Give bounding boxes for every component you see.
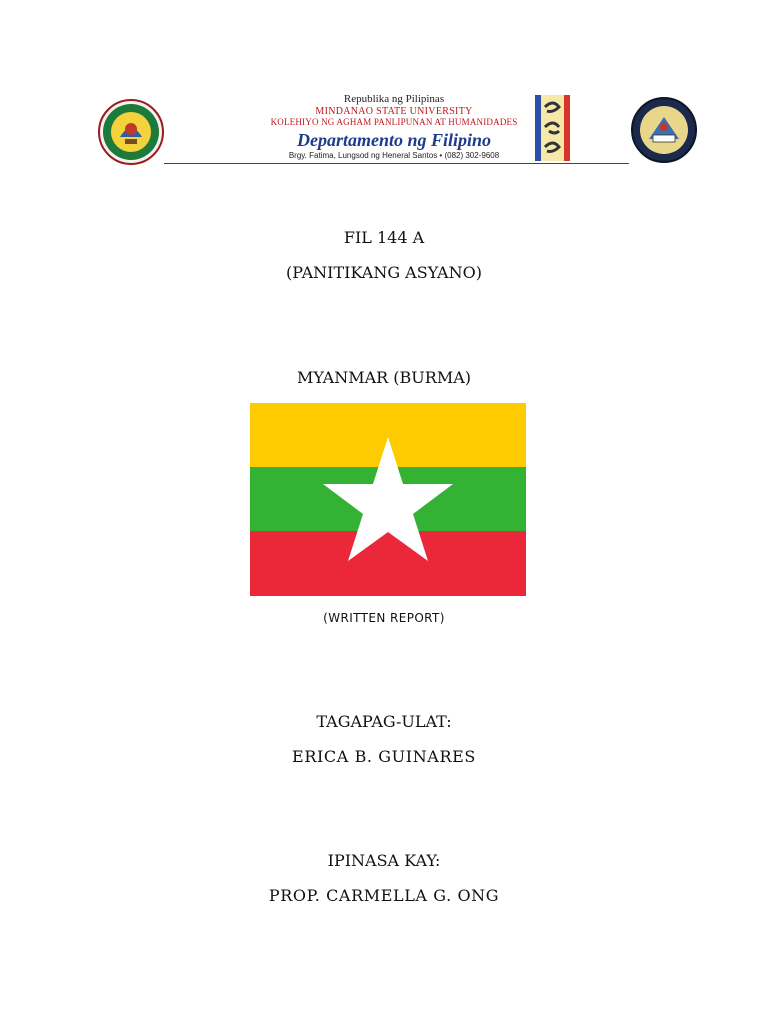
department-line: Departamento ng Filipino: [296, 130, 492, 150]
reporter-name: ERICA B. GUINARES: [292, 747, 476, 766]
report-type: (WRITTEN REPORT): [323, 611, 445, 625]
submitted-to-label: IPINASA KAY:: [327, 851, 441, 870]
myanmar-flag-image: [250, 403, 526, 596]
reporter-label: TAGAPAG-ULAT:: [316, 712, 452, 731]
submitted-to-name: PROP. CARMELLA G. ONG: [268, 886, 500, 905]
college-line: KOLEHIYO NG AGHAM PANLIPUNAN AT HUMANIDADES: [270, 117, 518, 127]
department-seal-logo: [631, 97, 697, 163]
topic-title: MYANMAR (BURMA): [296, 368, 472, 387]
letterhead-text: [268, 93, 520, 161]
address-line: Brgy. Fatima, Lungsod ng Heneral Santos • (082) 302-9608: [288, 151, 500, 160]
msu-seal-logo: [98, 99, 164, 165]
course-title: (PANITIKANG ASYANO): [286, 263, 482, 282]
university-line: MINDANAO STATE UNIVERSITY: [315, 106, 473, 117]
header-divider: [164, 163, 629, 164]
baybayin-banner-logo: [535, 95, 570, 161]
republic-line: Republika ng Pilipinas: [343, 93, 445, 105]
course-code: FIL 144 A: [343, 228, 425, 247]
